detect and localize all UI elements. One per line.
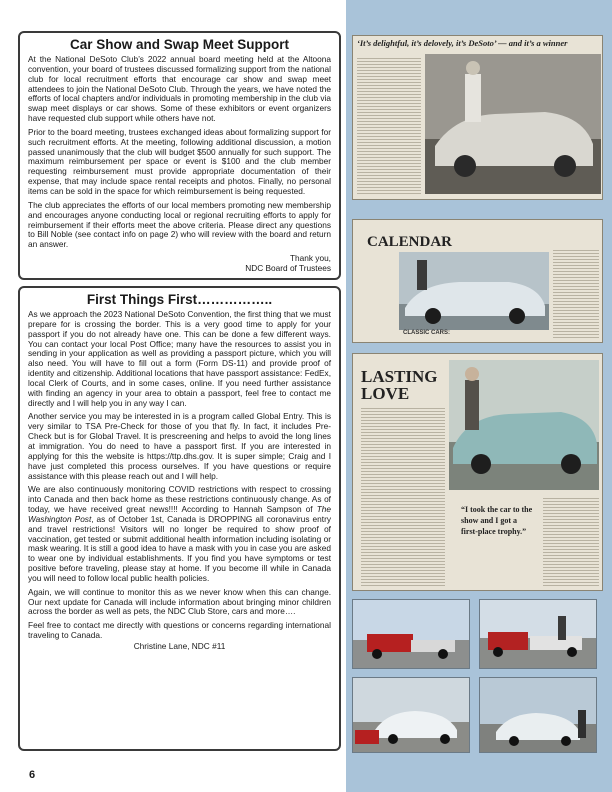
signoff-line: Thank you,: [289, 253, 331, 264]
car-show-article: [18, 31, 341, 280]
lasting-love-headline: [361, 368, 438, 402]
photo-red-truck-1: [352, 599, 470, 669]
clipping-photo-desoto: [425, 54, 601, 194]
calendar-caption: CLASSIC CARS:: [403, 330, 451, 336]
article-paragraph: Another service you may be interested in is a program called Global Entry. This is very similar to TSA Pre-Check for those of you that fly. In fact, it includes Pre-Check but is for Global Travel. It is prescreening and helps to avoid the long lines at immigration. You do need to have a passport first. If you are interested in applying for this the website is https://ttp.dhs.gov. It is super simple; Craig and I have just completed this process ourselves. If you have questions or require assistance with this please reach out and I will help.: [28, 411, 331, 481]
newspaper-clipping-calendar: [352, 219, 603, 343]
author-signature: Christine Lane, NDC #11: [133, 641, 226, 651]
article-title: Car Show and Swap Meet Support: [69, 37, 290, 52]
covid-text-before: We are also continuously monitoring COVID restrictions with respect to crossing into Canada and then back home as these restrictions continuously change. As of today, we have received great news!!!! According to Hannah Sampson of: [28, 484, 331, 515]
lasting-love-quote: [461, 504, 532, 537]
article-paragraph: Prior to the board meeting, trustees exchanged ideas about formalizing support for such recruitment efforts. At the meeting, following additional discussion, a motion passed unanimously that the club will budget $500 annually for such support. The maximum reimbursement per space or event is $100 and the club member requesting reimbursement must provide appropriate documentation of their expense, that may include space rental receipts and photos. Finally, no personal items can be sold in the space for which reimbursement is being requested.: [28, 126, 331, 196]
clipping-column-text: [357, 56, 421, 194]
headline-line-2: LOVE: [361, 384, 410, 403]
covid-text-after: , as of October 1st, Canada is DROPPING all coronavirus entry and travel restrictions! Visitors will no longer be required to show proof of vaccination, get tested or submit additional health information including isolating or mask wearing. It is still a good idea to have a mask with you in case you are asked to wear one by individual establishments. If you find you have symptoms or test positive before traveling, please stay at home. If you become ill while in Canada you will need to follow local public health policies.: [28, 513, 331, 583]
calendar-masthead: CALENDAR: [367, 234, 453, 250]
article-paragraph: As we approach the 2023 National DeSoto Convention, the first thing that we must prepare for is crossing the border. This is a very good time to apply for your passport if you do not already have one. This can be done a few different ways. You can contact your local Post Office; many have the resources to assist you in sending in your application as well as providing a passport picture, which you will also need. You will have to fill out a form (Form DS-11) and provide proof of identity and citizenship. Additional locations that have passport assistance: FedEx, local Clerk of Courts, and in some cases, online. If you need further assistance with finding an agency in your area to obtain a passport, feel free to contact me directly and I will help you in any way I can.: [28, 309, 331, 408]
clipping-photo-man-with-car: [449, 360, 599, 490]
first-things-first-article: [18, 286, 341, 751]
photo-white-car-1: [352, 677, 470, 753]
lasting-love-body-text-2: [543, 496, 599, 586]
article-title: First Things First……………..: [86, 292, 273, 307]
covid-paragraph: [28, 485, 331, 583]
lasting-love-body-text: [361, 406, 445, 586]
quote-line-2: show and I got a: [461, 516, 518, 525]
headline-line-1: LASTING: [361, 367, 438, 386]
clipping-headline: ‘It’s delightful, it’s delovely, it’s DeSoto’ — and it’s a winner: [357, 38, 568, 48]
photo-red-truck-2: [479, 599, 597, 669]
newspaper-clipping-winner: [352, 35, 603, 200]
clipping-photo-classic-car: [399, 252, 549, 330]
calendar-side-text: [553, 248, 599, 338]
article-paragraph: The club appreciates the efforts of our local members promoting new membership and encourages anyone conducting local or regional recruiting efforts to apply for reimbursement if their efforts meet the above criteria. Please direct any questions to Bill Noble (see contact info on page 2) who will review with the board and return an answer.: [28, 199, 331, 250]
newspaper-clipping-lasting-love: [352, 353, 603, 591]
photo-white-car-2: [479, 677, 597, 753]
publication-name: The Washington Post: [28, 504, 331, 524]
quote-line-3: first-place trophy.”: [461, 527, 527, 536]
signoff-line: NDC Board of Trustees: [245, 262, 331, 273]
article-paragraph: At the National DeSoto Club’s 2022 annual board meeting held at the Altoona convention, your board of trustees discussed formalizing support from the national club for local recruitment efforts that encourage car show and swap meet attendees to join the National DeSoto Club. Through the years, we have noted the efforts of local chapters and/or individuals in promoting membership in the club via swap meet displays or car shows. Some of these exhibitors or event organizers have requested club support while others have not.: [28, 54, 331, 124]
article-paragraph: Again, we will continue to monitor this as we never know when this can change. Our next update for Canada will include information about bringing minor children across the border as well as pets, the NDC Club Store, cars and more….: [28, 586, 331, 617]
photo-sidebar: [346, 0, 612, 792]
page-number: 6: [29, 769, 36, 781]
article-paragraph: Feel free to contact me directly with questions or concerns regarding international traveling to Canada.: [28, 620, 331, 641]
quote-line-1: “I took the car to the: [461, 505, 533, 514]
